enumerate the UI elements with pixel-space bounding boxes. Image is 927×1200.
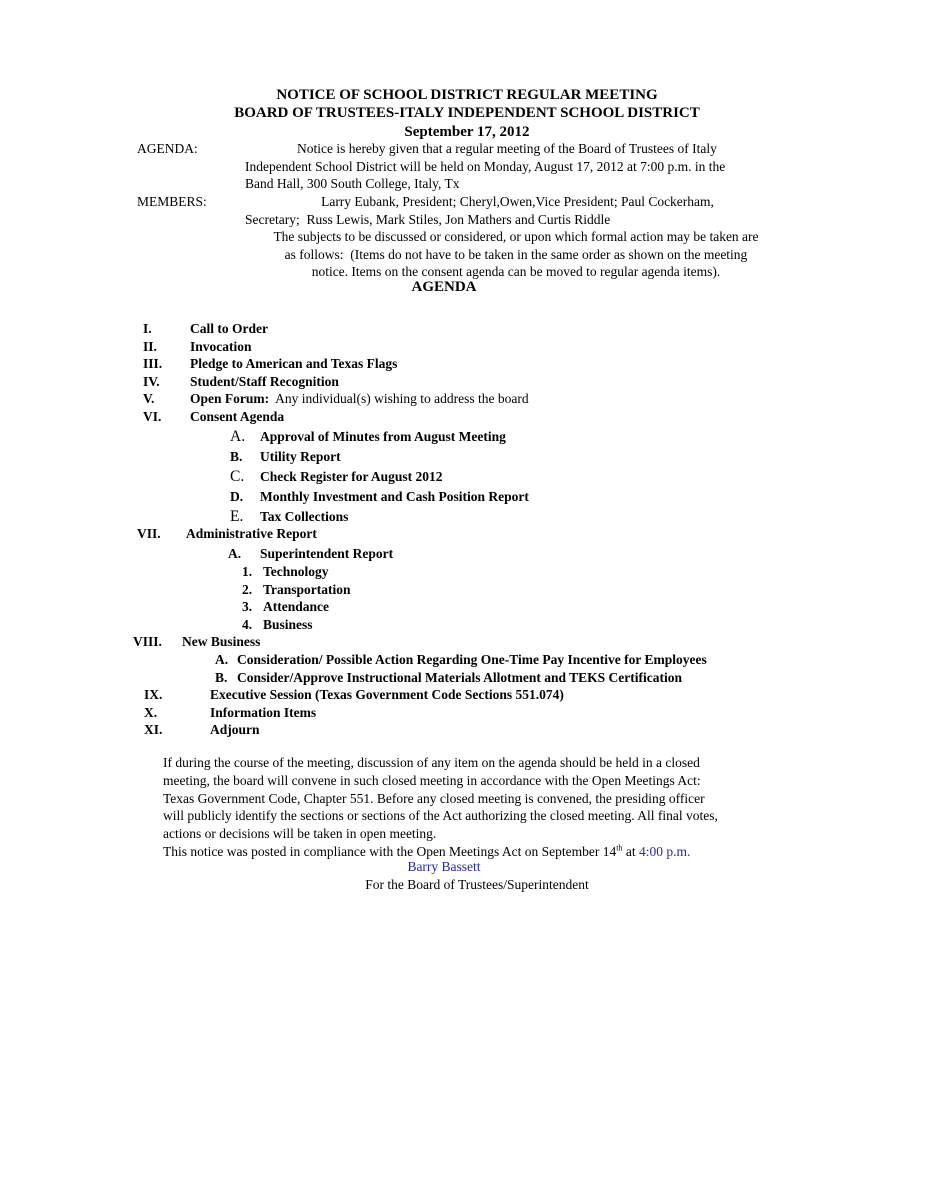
agenda-item	[0, 721, 927, 739]
agenda-item-text: Approval of Minutes from August Meeting	[260, 428, 506, 444]
posted-notice-text: at	[622, 843, 640, 859]
agenda-subsubitem	[0, 616, 927, 634]
agenda-heading: AGENDA	[411, 279, 477, 295]
agenda-item	[0, 408, 927, 426]
agenda-item-marker: B.	[230, 448, 243, 464]
agenda-item-marker: IV.	[143, 373, 160, 389]
agenda-item-marker: B.	[215, 669, 228, 685]
agenda-subitem	[0, 508, 927, 526]
subjects-note-line: notice. Items on the consent agenda can be moved to regular agenda items).	[311, 264, 721, 280]
agenda-item-marker: VII.	[137, 526, 161, 542]
closing-paragraph	[163, 754, 795, 861]
agenda-item-text: Superintendent Report	[260, 546, 394, 562]
closing-line: will publicly identify the sections or sections of the Act authorizing the closed meeting. All final votes,	[163, 808, 718, 824]
agenda-subsubitem	[0, 598, 927, 616]
agenda-item-marker: II.	[143, 338, 157, 354]
agenda-item-marker: I.	[143, 321, 152, 336]
members-section	[137, 193, 797, 228]
closing-line: Texas Government Code, Chapter 551. Before any closed meeting is convened, the presiding officer	[163, 790, 705, 806]
members-line: Secretary; Russ Lewis, Mark Stiles, Jon Mathers and Curtis Riddle	[245, 211, 611, 227]
agenda-item-marker: XI.	[144, 722, 163, 738]
agenda-subitem	[0, 488, 927, 506]
agenda-item-marker: D.	[230, 488, 244, 504]
signature-name-link[interactable]: Barry Bassett	[407, 859, 481, 874]
agenda-item-text: Tax Collections	[260, 508, 349, 524]
agenda-item	[0, 686, 927, 704]
agenda-item-text: Invocation	[190, 338, 252, 354]
agenda-item-text: Student/Staff Recognition	[190, 373, 339, 389]
agenda-item-marker: III.	[143, 356, 163, 372]
subjects-note-line: as follows: (Items do not have to be taken in the same order as shown on the meeting	[284, 246, 748, 262]
agenda-item-text: Call to Order	[190, 321, 268, 336]
agenda-label: AGENDA:	[137, 141, 198, 156]
agenda-item-marker: VI.	[143, 408, 162, 424]
agenda-item-text: Consent Agenda	[190, 408, 285, 424]
agenda-item-text: Transportation	[263, 581, 351, 597]
agenda-item	[0, 525, 927, 543]
title-line-2: BOARD OF TRUSTEES-ITALY INDEPENDENT SCHOOL DISTRICT	[234, 105, 700, 122]
members-label: MEMBERS:	[137, 194, 207, 209]
closing-line: If during the course of the meeting, discussion of any item on the agenda should be held in a closed	[163, 755, 700, 770]
agenda-subitem	[0, 448, 927, 466]
agenda-item-text: Pledge to American and Texas Flags	[190, 356, 398, 372]
agenda-subitem	[0, 651, 927, 669]
closing-line: actions or decisions will be taken in open meeting.	[163, 826, 437, 842]
agenda-item-marker: VIII.	[133, 634, 162, 650]
agenda-item	[0, 390, 927, 408]
document-title-block	[137, 86, 797, 141]
agenda-item	[0, 320, 927, 338]
agenda-notice-section	[137, 140, 797, 193]
agenda-item-text: Consider/Approve Instructional Materials Allotment and TEKS Certification	[237, 669, 682, 685]
agenda-subitem	[0, 468, 927, 486]
posted-time-link[interactable]: 4:00 p.m.	[639, 843, 691, 859]
agenda-item-text: Consideration/ Possible Action Regarding One-Time Pay Incentive for Employees	[237, 652, 707, 668]
agenda-item-marker: 3.	[242, 599, 253, 615]
agenda-item	[0, 633, 927, 651]
members-line: Larry Eubank, President; Cheryl,Owen,Vice President; Paul Cockerham,	[321, 194, 714, 209]
agenda-item-marker: X.	[144, 704, 158, 720]
posted-notice-text: This notice was posted in compliance with the Open Meetings Act on September 14	[163, 843, 617, 859]
agenda-item	[0, 338, 927, 356]
ordinal-superscript: th	[616, 843, 623, 853]
agenda-item-text: Monthly Investment and Cash Position Report	[260, 488, 529, 504]
agenda-item-text: Check Register for August 2012	[260, 468, 443, 484]
agenda-item-text: Executive Session (Texas Government Code Sections 551.074)	[210, 687, 564, 703]
agenda-subitem	[0, 545, 927, 563]
agenda-item-marker: V.	[143, 391, 155, 407]
agenda-notice-line: Independent School District will be held on Monday, August 17, 2012 at 7:00 p.m. in the	[245, 158, 726, 174]
agenda-notice-line: Band Hall, 300 South College, Italy, Tx	[245, 176, 460, 192]
agenda-item	[0, 373, 927, 391]
agenda-notice-line: Notice is hereby given that a regular meeting of the Board of Trustees of Italy	[297, 141, 717, 156]
closing-line: meeting, the board will convene in such closed meeting in accordance with the Open Meetings Act:	[163, 772, 701, 788]
agenda-item-marker: A.	[215, 652, 229, 668]
agenda-item	[0, 355, 927, 373]
agenda-subsubitem	[0, 581, 927, 599]
agenda-item-text: New Business	[182, 634, 261, 650]
agenda-item-text: Administrative Report	[186, 526, 317, 542]
agenda-item-text: Information Items	[210, 704, 317, 720]
agenda-item-marker: 2.	[242, 581, 253, 597]
agenda-item-marker: 4.	[242, 616, 253, 632]
agenda-item-text-regular: Any individual(s) wishing to address the board	[269, 391, 529, 407]
subjects-note	[238, 228, 794, 281]
meeting-date: September 17, 2012	[404, 123, 530, 140]
agenda-subitem	[0, 669, 927, 687]
agenda-item-marker: 1.	[242, 564, 253, 580]
agenda-item-text: Open Forum:	[190, 391, 270, 407]
title-line-1: NOTICE OF SCHOOL DISTRICT REGULAR MEETING	[276, 87, 658, 103]
signature-title: For the Board of Trustees/Superintendent	[365, 877, 589, 892]
agenda-item-text: Business	[263, 616, 313, 632]
agenda-item-marker: A.	[230, 427, 246, 445]
agenda-item-text: Adjourn	[210, 722, 260, 738]
agenda-subitem	[0, 428, 927, 446]
agenda-item-text: Attendance	[263, 599, 329, 615]
agenda-item-marker: IX.	[144, 687, 163, 703]
agenda-list	[0, 320, 927, 739]
agenda-item-text: Technology	[263, 564, 329, 580]
agenda-item-marker: C.	[230, 467, 245, 485]
agenda-item	[0, 704, 927, 722]
agenda-item-text: Utility Report	[260, 448, 341, 464]
agenda-item-marker: E.	[230, 507, 244, 525]
agenda-subsubitem	[0, 563, 927, 581]
subjects-note-line: The subjects to be discussed or considered, or upon which formal action may be taken are	[273, 229, 759, 244]
agenda-item-marker: A.	[228, 546, 242, 562]
